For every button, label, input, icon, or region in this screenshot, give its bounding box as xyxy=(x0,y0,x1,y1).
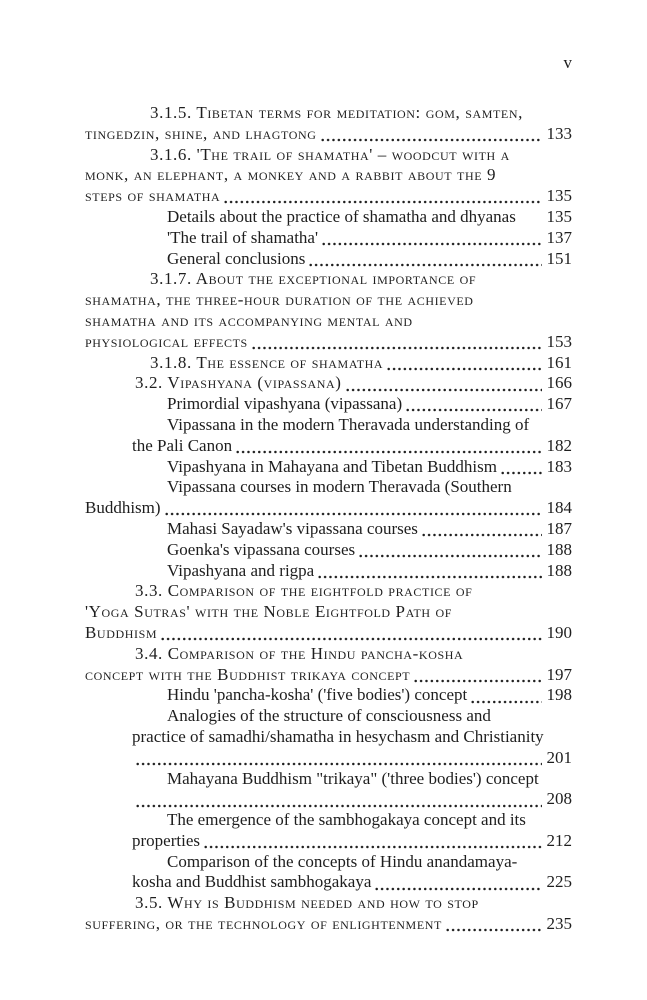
toc-line xyxy=(85,145,572,166)
toc-entry-text: The emergence of the sambhogakaya concept and its xyxy=(167,810,526,830)
toc-page-number: 167 xyxy=(546,394,572,414)
dot-leader xyxy=(320,124,542,145)
dot-leader xyxy=(421,519,542,540)
toc-page-number: 153 xyxy=(546,331,572,351)
toc-page-number: 201 xyxy=(546,747,572,767)
toc-line xyxy=(85,228,572,249)
toc-line xyxy=(85,186,572,207)
dot-leader xyxy=(470,685,541,706)
toc-line xyxy=(85,665,572,686)
dot-leader xyxy=(308,249,541,270)
toc-page-number: 183 xyxy=(546,456,572,476)
toc-line xyxy=(85,581,572,602)
toc-line xyxy=(85,561,572,582)
toc-line xyxy=(85,706,572,727)
dot-leader xyxy=(413,665,541,686)
toc-entry-text: tingedzin, shine, and lhagtong xyxy=(85,123,317,143)
dot-leader xyxy=(519,207,542,228)
toc-page-number: 182 xyxy=(546,435,572,455)
toc-entry-text: 'Yoga Sutras' with the Noble Eightfold Path of xyxy=(85,602,453,622)
toc-entry-text: practice of samadhi/shamatha in hesychasm and Christianity xyxy=(132,726,544,746)
page-number-folio: v xyxy=(563,53,572,72)
toc-entry-text: 3.1.8. The essence of shamatha xyxy=(150,352,384,372)
toc-page-number: 135 xyxy=(546,206,572,226)
toc-entry-text: steps of shamatha xyxy=(85,186,221,206)
toc-line xyxy=(85,810,572,831)
toc-line xyxy=(85,748,572,769)
toc-entry-text: Vipassana in the modern Theravada understanding of xyxy=(167,414,530,434)
toc-entry-text: Vipassana courses in modern Theravada (Southern xyxy=(167,477,512,497)
toc-page-number: 197 xyxy=(546,664,572,684)
toc-line xyxy=(85,290,572,311)
toc-line xyxy=(85,353,572,374)
toc-line xyxy=(85,207,572,228)
toc-page-number: 188 xyxy=(546,539,572,559)
toc-line xyxy=(85,623,572,644)
toc-entry-text: 3.1.7. About the exceptional importance of xyxy=(150,269,477,289)
toc-line xyxy=(85,311,572,332)
toc-page-number: 137 xyxy=(546,227,572,247)
dot-leader xyxy=(386,353,541,374)
toc-line xyxy=(85,644,572,665)
dot-leader xyxy=(405,394,541,415)
toc-page-number: 135 xyxy=(546,186,572,206)
dot-leader xyxy=(223,186,541,207)
toc-entry-text: shamatha, the three-hour duration of the achieved xyxy=(85,290,474,310)
dot-leader xyxy=(203,831,542,852)
toc-entry-text: the Pali Canon xyxy=(132,435,233,455)
toc-line xyxy=(85,457,572,478)
toc-line xyxy=(85,685,572,706)
toc-entry-text: 3.1.6. 'The trail of shamatha' – woodcut with a xyxy=(150,144,510,164)
dot-leader xyxy=(445,914,542,935)
toc-page-number: 151 xyxy=(546,248,572,268)
toc-entry-text: Details about the practice of shamatha and dhyanas xyxy=(167,206,516,226)
toc-page-number: 166 xyxy=(546,373,572,393)
dot-leader xyxy=(135,748,542,769)
toc-page-number: 188 xyxy=(546,560,572,580)
toc-line xyxy=(85,477,572,498)
toc-line xyxy=(85,415,572,436)
toc-line xyxy=(85,789,572,810)
dot-leader xyxy=(164,498,542,519)
toc-entry-text: Primordial vipashyana (vipassana) xyxy=(167,394,403,414)
dot-leader xyxy=(345,373,542,394)
toc-line xyxy=(85,872,572,893)
toc-entry-text: physiological effects xyxy=(85,331,248,351)
toc-line xyxy=(85,103,572,124)
toc-entry-text: monk, an elephant, a monkey and a rabbit about the 9 xyxy=(85,165,497,185)
dot-leader xyxy=(321,228,541,249)
toc-page-number: 161 xyxy=(546,352,572,372)
toc-page-number: 225 xyxy=(546,872,572,892)
toc-line xyxy=(85,498,572,519)
toc-entry-text: 3.4. Comparison of the Hindu pancha-kosha xyxy=(135,643,464,663)
toc-line xyxy=(85,436,572,457)
toc-line xyxy=(85,124,572,145)
toc-page-number: 212 xyxy=(546,830,572,850)
toc-entry-text: suffering, or the technology of enlightenment xyxy=(85,914,442,934)
toc-line xyxy=(85,852,572,873)
toc-line xyxy=(85,394,572,415)
toc-entry-text: Hindu 'pancha-kosha' ('five bodies') concept xyxy=(167,685,468,705)
toc-entry-text: 3.1.5. Tibetan terms for meditation: gom, samten, xyxy=(150,103,523,122)
dot-leader xyxy=(358,540,541,561)
toc-line xyxy=(85,249,572,270)
toc-page-number: 187 xyxy=(546,518,572,538)
toc-line xyxy=(85,602,572,623)
toc-line xyxy=(85,165,572,186)
toc-entry-text: Mahasi Sayadaw's vipassana courses xyxy=(167,518,418,538)
toc-line xyxy=(85,831,572,852)
dot-leader xyxy=(251,332,542,353)
toc-entry-text: kosha and Buddhist sambhogakaya xyxy=(132,872,372,892)
dot-leader xyxy=(500,457,542,478)
toc-page-number: 184 xyxy=(546,498,572,518)
toc-page-number: 198 xyxy=(546,685,572,705)
toc-entry-text: 3.3. Comparison of the eightfold practice of xyxy=(135,581,473,601)
dot-leader xyxy=(235,436,541,457)
toc-line xyxy=(85,727,572,748)
toc-entry-text: Vipashyana and rigpa xyxy=(167,560,315,580)
toc-entry-text: Buddhism xyxy=(85,622,158,642)
toc-page-number: 235 xyxy=(546,914,572,934)
toc-line xyxy=(85,519,572,540)
toc-entry-text: Mahayana Buddhism "trikaya" ('three bodies') concept xyxy=(167,768,539,788)
toc-entry-text: General conclusions xyxy=(167,248,306,268)
dot-leader xyxy=(317,561,541,582)
toc-entry-text: 'The trail of shamatha' xyxy=(167,227,319,247)
dot-leader xyxy=(135,789,542,810)
toc-page-number: 190 xyxy=(546,622,572,642)
toc-entry-text: shamatha and its accompanying mental and xyxy=(85,310,413,330)
toc-line xyxy=(85,769,572,790)
toc-entry-text: Goenka's vipassana courses xyxy=(167,539,356,559)
toc-page-number: 133 xyxy=(546,123,572,143)
dot-leader xyxy=(374,872,541,893)
toc-entry-text: concept with the Buddhist trikaya concept xyxy=(85,664,411,684)
toc-entry-text: Vipashyana in Mahayana and Tibetan Buddhism xyxy=(167,456,497,476)
toc-line xyxy=(85,914,572,935)
dot-leader xyxy=(160,623,541,644)
toc-page-number: 208 xyxy=(546,789,572,809)
toc-entry-text: Analogies of the structure of consciousness and xyxy=(167,706,491,726)
table-of-contents xyxy=(85,103,572,935)
toc-line xyxy=(85,269,572,290)
toc-entry-text: properties xyxy=(132,830,200,850)
toc-line xyxy=(85,893,572,914)
toc-entry-text: Buddhism) xyxy=(85,498,161,518)
toc-line xyxy=(85,540,572,561)
toc-line xyxy=(85,332,572,353)
toc-entry-text: Comparison of the concepts of Hindu anandamaya- xyxy=(167,851,518,871)
toc-line xyxy=(85,373,572,394)
toc-entry-text: 3.2. Vipashyana (vipassana) xyxy=(135,373,342,393)
toc-entry-text: 3.5. Why is Buddhism needed and how to stop xyxy=(135,893,479,913)
